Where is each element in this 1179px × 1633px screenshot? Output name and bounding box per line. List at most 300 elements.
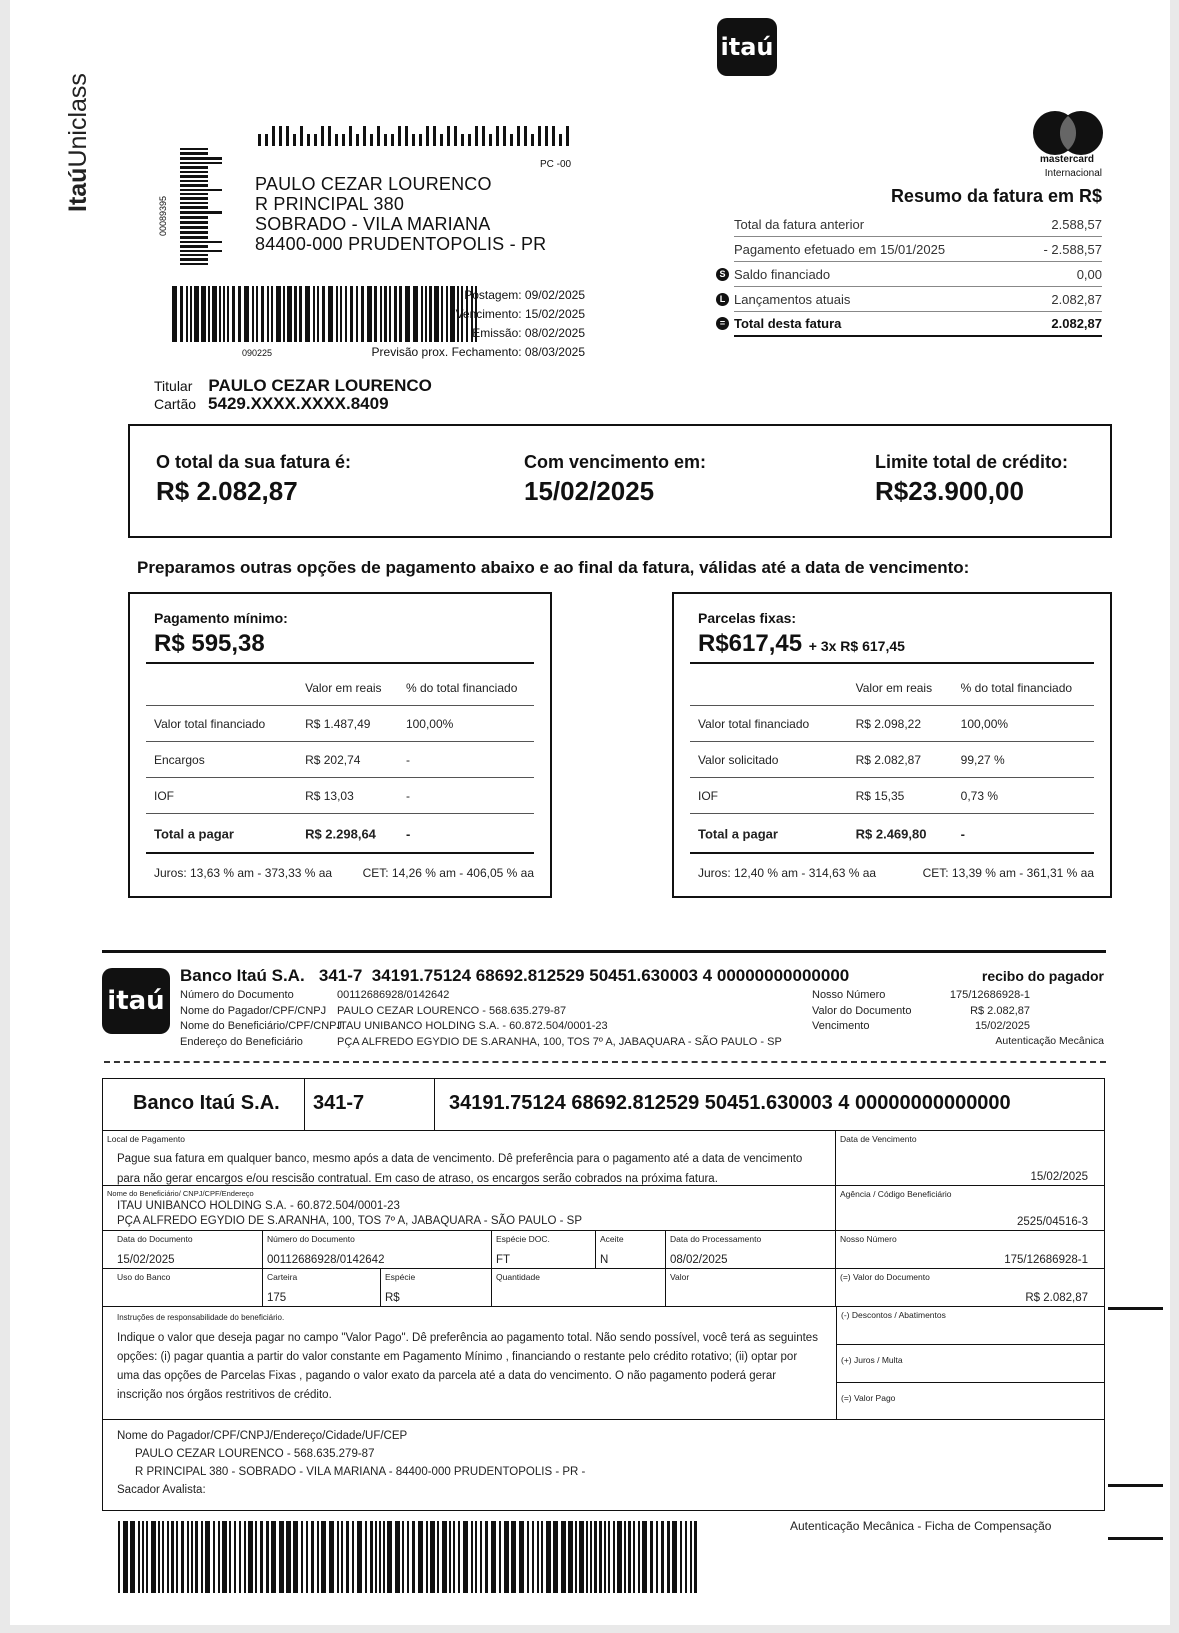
barcode-bar [350, 286, 353, 342]
margin-mark-2 [1108, 1484, 1163, 1487]
barcode-bar [553, 1521, 558, 1593]
barcode-bar [568, 1521, 573, 1593]
barcode-bar [377, 126, 380, 146]
barcode-bar [180, 241, 222, 243]
barcode-bar [346, 1521, 349, 1593]
barcode-bar [307, 134, 310, 146]
barcode-bar [294, 286, 297, 342]
barcode-bar [255, 1521, 257, 1593]
barcode-bar [624, 1521, 626, 1593]
fc-valor-pago: (=) Valor Pago [836, 1383, 1104, 1420]
option-cell: R$ 15,35 [855, 788, 905, 803]
fc-pagador: Nome do Pagador/CPF/CNPJ/Endereço/Cidade/UF/CEP PAULO CEZAR LOURENCO - 568.635.279-87 R PRINCIPAL 380 - SOBRADO - VILA MARIANA - 84400-000 PRUDENTOPOLIS - PR - Sacador Avalista: [117, 1430, 586, 1496]
barcode-bar [458, 1521, 460, 1593]
barcode-bar [405, 126, 408, 146]
barcode-bar [190, 286, 192, 342]
barcode-bar [337, 1521, 339, 1593]
option-cell: % do total financiado [405, 680, 518, 695]
barcode-bar [485, 1521, 488, 1593]
fc-data-processamento: Data do Processamento 08/02/2025 [666, 1231, 836, 1269]
barcode-bar [301, 1521, 303, 1593]
barcode-bar [180, 231, 208, 234]
barcode-bar [186, 286, 188, 342]
barcode-bar [142, 1521, 144, 1593]
fc-numero-documento: Número do Documento 00112686928/0142642 [263, 1231, 492, 1269]
barcode-bar [398, 126, 401, 146]
option-cell: Valor total financiado [698, 716, 810, 731]
barcode-bar [212, 286, 217, 342]
barcode-bar [299, 286, 302, 342]
option-cell: - [405, 752, 410, 767]
option-cell: 100,00% [405, 716, 454, 731]
summary-title: Resumo da fatura em R$ [890, 186, 1102, 206]
barcode-bar [667, 1521, 670, 1593]
barcode-bar [510, 134, 513, 146]
payment-options-heading: Preparamos outras opções de pagamento abaixo e ao final da fatura, válidas até a data de vencimento: [137, 558, 970, 577]
barcode-bar [180, 189, 222, 191]
option-cell: R$ 2.469,80 [855, 826, 927, 842]
barcode-bar [238, 286, 241, 342]
due-label: Com vencimento em: [524, 452, 707, 472]
barcode-bar [628, 1521, 631, 1593]
fix-title: Parcelas fixas: [698, 610, 797, 626]
barcode-bar [176, 1521, 178, 1593]
option-cell: Total a pagar [698, 826, 778, 842]
mail-code: PC -00 [540, 159, 572, 170]
barcode-bar [412, 134, 415, 146]
barcode-bar [559, 134, 562, 146]
barcode-bar [123, 1521, 128, 1593]
barcode-bar [286, 1521, 291, 1593]
barcode-bar [575, 1521, 577, 1593]
barcode-bar [527, 1521, 529, 1593]
barcode-bar [287, 286, 292, 342]
barcode-bar [375, 1521, 377, 1593]
barcode-bar [517, 126, 520, 146]
barcode-bar [146, 1521, 148, 1593]
summary-row-label: Total da fatura anterior [734, 216, 865, 232]
barcode-bar [180, 250, 222, 252]
barcode-bar [118, 1521, 120, 1593]
option-cell: R$ 2.082,87 [855, 752, 922, 767]
barcode-bar [151, 1521, 156, 1593]
barcode-bar [336, 286, 338, 342]
barcode-bar [180, 216, 208, 219]
fc-especie-doc: Espécie DOC. FT [492, 1231, 596, 1269]
barcode-bar [384, 134, 387, 146]
limit-label: Limite total de crédito: [875, 452, 1069, 472]
barcode-bar [365, 1521, 367, 1593]
option-row [146, 670, 534, 706]
barcode-bar [258, 134, 261, 146]
cut-line [104, 1061, 1106, 1063]
barcode-bar [171, 1521, 174, 1593]
barcode-bar [300, 126, 303, 146]
barcode-bar [260, 1521, 263, 1593]
barcode-bar [661, 1521, 664, 1593]
option-cell: R$ 2.098,22 [855, 716, 922, 731]
barcode-bar [227, 286, 229, 342]
receipt-labels: Número do Documento Nome do Pagador/CPF/CNPJ Nome do Beneficiário/CPF/CNPJ Endereço do Beneficiário [180, 989, 343, 1048]
barcode-bar [545, 126, 548, 146]
barcode-bar [685, 1521, 687, 1593]
barcode-bar [180, 157, 222, 160]
barcode-bar [672, 1521, 677, 1593]
barcode-bar [222, 1521, 227, 1593]
barcode-bar [256, 286, 258, 342]
due-value: 15/02/2025 [524, 476, 655, 506]
barcode-bar [412, 1521, 415, 1593]
option-row [690, 670, 1094, 706]
barcode-bar [638, 1521, 640, 1593]
option-cell: - [405, 788, 410, 803]
barcode-bar [656, 1521, 658, 1593]
barcode-bar [252, 286, 254, 342]
barcode-bar [519, 1521, 524, 1593]
barcode-bar [271, 1521, 276, 1593]
fc-valor: Valor [666, 1269, 836, 1307]
barcode-bar [219, 286, 221, 342]
margin-mark-1 [1108, 1307, 1163, 1310]
barcode-bar [265, 134, 268, 146]
barcode-bar [433, 126, 436, 146]
fc-descontos: (-) Descontos / Abatimentos [836, 1307, 1104, 1345]
summary-row-label: Pagamento efetuado em 15/01/2025 [734, 241, 946, 257]
barcode-bar [322, 286, 325, 342]
barcode-bar [306, 1521, 308, 1593]
barcode-bar [195, 1521, 198, 1593]
option-cell: - [960, 826, 966, 842]
barcode-bar [234, 1521, 236, 1593]
barcode-bar [271, 286, 273, 342]
internacional-label: Internacional [1044, 168, 1102, 179]
cet-text: CET: 13,39 % am - 361,31 % aa [922, 866, 1094, 880]
barcode-bar [293, 1521, 298, 1593]
barcode-bar [305, 286, 310, 342]
barcode-bar [642, 1521, 647, 1593]
barcode-bar [680, 1521, 682, 1593]
totals-box [128, 424, 1112, 538]
min-value: R$ 595,38 [154, 630, 265, 657]
barcode-bar [130, 1521, 135, 1593]
barcode-bar [276, 286, 281, 342]
barcode-bar [180, 226, 208, 229]
side-brand: ItaúUniclass [64, 73, 92, 212]
summary-row [719, 287, 1102, 312]
holder-info: Titular PAULO CEZAR LOURENCO Cartão 5429.XXXX.XXXX.8409 [154, 376, 432, 413]
barcode-bar [194, 286, 199, 342]
barcode-bar [471, 1521, 473, 1593]
barcode-bar [180, 162, 222, 164]
barcode-bar [407, 1521, 409, 1593]
barcode-bar [180, 221, 208, 224]
barcode-bar [180, 206, 208, 209]
barcode-bar [341, 1521, 343, 1593]
option-top-rule [146, 662, 534, 664]
margin-mark-3 [1108, 1537, 1163, 1540]
barcode-bar [279, 1521, 284, 1593]
barcode-bar [205, 1521, 210, 1593]
barcode-bar [504, 1521, 509, 1593]
barcode-bar [387, 1521, 392, 1593]
barcode-bar [418, 1521, 423, 1593]
option-row [690, 742, 1094, 778]
barcode-bar [180, 171, 208, 173]
barcode-bar [633, 1521, 635, 1593]
option-cell: Encargos [154, 752, 205, 767]
fc-especie: Espécie R$ [381, 1269, 492, 1307]
fc-uso-banco: Uso do Banco [103, 1269, 263, 1307]
barcode-bar [321, 126, 324, 146]
fc-digitable-line: 34191.75124 68692.812529 50451.630003 4 00000000000000 [435, 1079, 1104, 1131]
barcode-bar [267, 286, 269, 342]
invoice-dates: Postagem: 09/02/2025 Vencimento: 15/02/2025 Emissão: 08/02/2025 Previsão prox. Fechamento: 08/03/2025 [371, 288, 585, 359]
option-row [146, 706, 534, 742]
juros-text: Juros: 12,40 % am - 314,63 % aa [698, 866, 877, 880]
barcode-bar [180, 148, 208, 150]
barcode-bar [279, 126, 282, 146]
barcode-bar [293, 134, 296, 146]
barcode-bar [180, 193, 208, 195]
barcode-bar [158, 1521, 160, 1593]
min-title: Pagamento mínimo: [154, 610, 288, 626]
compensation-slip [102, 1078, 1105, 1511]
summary-row-value: 0,00 [1076, 266, 1102, 282]
option-row [690, 778, 1094, 814]
barcode-bar [181, 1521, 184, 1593]
barcode-bar [248, 1521, 253, 1593]
receipt-autenticacao: Autenticação Mecânica [995, 1035, 1104, 1047]
invoice-sheet [10, 0, 1170, 1625]
summary-row [719, 312, 1102, 337]
barcode-bar [546, 1521, 551, 1593]
barcode-bar [342, 134, 345, 146]
barcode-bar [180, 286, 183, 342]
barcode-bar [590, 1521, 592, 1593]
barcode-bar [426, 1521, 428, 1593]
barcode-bar [579, 1521, 584, 1593]
barcode-bar [167, 1521, 169, 1593]
barcode-bar [361, 286, 364, 342]
summary-row [719, 262, 1102, 287]
barcode-bar [180, 166, 208, 169]
barcode-bar [430, 1521, 435, 1593]
vertical-barcode [180, 148, 222, 264]
barcode-bar [468, 134, 471, 146]
barcode-bar [419, 134, 422, 146]
barcode-bar [363, 126, 366, 146]
mastercard-icon [1030, 110, 1106, 156]
barcode-bar [447, 126, 450, 146]
option-rates [698, 866, 1094, 880]
fixed-installments-box [672, 592, 1112, 898]
summary-row-value: - 2.588,57 [1043, 241, 1102, 257]
barcode-bar [191, 1521, 193, 1593]
option-cell: R$ 1.487,49 [305, 716, 371, 731]
barcode-bar [356, 286, 358, 342]
barcode-bar [172, 286, 177, 342]
barcode-bar [541, 1521, 543, 1593]
barcode-bar [449, 1521, 451, 1593]
barcode-bar [650, 1521, 653, 1593]
minimum-payment-box [128, 592, 552, 898]
option-cell: 0,73 % [960, 788, 999, 803]
fc-juros-multa: (+) Juros / Multa [836, 1345, 1104, 1383]
juros-text: Juros: 13,63 % am - 373,33 % aa [154, 866, 333, 880]
barcode-bar [180, 236, 208, 239]
barcode-side-number: 00089395 [158, 195, 168, 236]
barcode-bar [440, 134, 443, 146]
barcode-bar [345, 286, 347, 342]
barcode-bar [340, 286, 342, 342]
barcode-bar [437, 1521, 439, 1593]
barcode-bar [453, 1521, 455, 1593]
option-rates [154, 866, 534, 880]
barcode-bar [180, 263, 208, 265]
summary-row-label: Saldo financiado [734, 266, 831, 282]
barcode-bar [187, 1521, 189, 1593]
barcode-bar [531, 134, 534, 146]
itau-logo: itaú [717, 18, 777, 76]
fc-carteira: Carteira 175 [263, 1269, 381, 1307]
barcode-bar [566, 126, 569, 146]
barcode-bar [395, 1521, 400, 1593]
barcode-bar [599, 1521, 602, 1593]
option-cell: - [405, 826, 411, 842]
option-cell: % do total financiado [960, 680, 1073, 695]
barcode-bar [180, 175, 208, 178]
barcode-bar [391, 134, 394, 146]
option-cell: IOF [154, 788, 174, 803]
barcode-bar [491, 1521, 496, 1593]
itau-logo-receipt: itaú [102, 968, 170, 1034]
barcode-bar [180, 211, 222, 214]
summary-equals-icon: = [716, 317, 729, 330]
barcode-bar [208, 286, 210, 342]
fix-value: R$617,45 + 3x R$ 617,45 [698, 630, 905, 657]
barcode-bar [180, 202, 208, 204]
option-cell: R$ 13,03 [305, 788, 354, 803]
barcode-bar [201, 286, 206, 342]
option-cell: R$ 202,74 [305, 752, 361, 767]
barcode-bar [475, 126, 478, 146]
barcode-bar [180, 152, 208, 155]
receipt-right-labels: Nosso Número Valor do Documento Vencimento [812, 989, 912, 1032]
fc-agencia: Agência / Código Beneficiário 2525/04516-3 [836, 1186, 1104, 1231]
option-row [690, 706, 1094, 742]
barcode-bar [218, 1521, 220, 1593]
receipt-divider [102, 950, 1106, 953]
summary-row-value: 2.588,57 [1051, 216, 1102, 232]
receipt-title: recibo do pagador [981, 968, 1104, 984]
barcode-bar [266, 1521, 269, 1593]
barcode-bar [313, 286, 315, 342]
barcode-bar [180, 197, 208, 200]
barcode-bar [261, 286, 264, 342]
barcode-bar [524, 126, 527, 146]
mastercard-label: mastercard [1040, 154, 1094, 165]
barcode-bar [561, 1521, 566, 1593]
postal-barcode [258, 126, 570, 146]
barcode-bar [314, 134, 317, 146]
receipt-right-values: 175/12686928-1 R$ 2.082,87 15/02/2025 [949, 989, 1030, 1032]
barcode-bar [370, 134, 373, 146]
option-cell: Valor solicitado [698, 752, 779, 767]
mailing-address: PAULO CEZAR LOURENCO R PRINCIPAL 380 SOBRADO - VILA MARIANA 84400-000 PRUDENTOPOLIS - PR [255, 174, 547, 254]
barcode-bar [138, 1521, 140, 1593]
option-cell: Valor em reais [305, 680, 382, 695]
barcode-bar [180, 245, 208, 248]
barcode-bar [552, 126, 555, 146]
barcode-bar [503, 126, 506, 146]
summary-row-label: Total desta fatura [734, 316, 842, 331]
barcode-bar [229, 1521, 231, 1593]
barcode-bar [463, 1521, 468, 1593]
barcode-bar [201, 1521, 203, 1593]
barcode-bar [244, 1521, 246, 1593]
summary-row-value: 2.082,87 [1051, 316, 1102, 331]
barcode-bar [454, 126, 457, 146]
barcode-bar [426, 126, 429, 146]
total-value: R$ 2.082,87 [156, 476, 298, 506]
fc-valor-documento: (=) Valor do Documento R$ 2.082,87 [836, 1269, 1104, 1307]
barcode-bar [402, 1521, 404, 1593]
barcode-bar [328, 126, 331, 146]
barcode-bar [329, 1521, 334, 1593]
fc-instrucoes: Instruções de responsabilidade do beneficiário. Indique o valor que deseja pagar no campo "Valor Pago". Dê preferência ao pagamento total. Não sendo possível, você terá as seguintes opções: (i) pagar quantia a partir do valor constante em Pagamento Mínimo , financiando o restante pelo crédito rotativo; (ii) optar por uma das opções de Parcelas Fixas , pagando o valor exato da parcela até a data do vencimento. O não pagamento poderá gerar inscrição nos órgãos restritivos de crédito. [103, 1307, 836, 1420]
option-row [146, 816, 534, 854]
barcode-bar [213, 1521, 215, 1593]
option-top-rule [690, 662, 1094, 664]
fc-beneficiario: Nome do Beneficiário/ CNPJ/CPF/Endereço ITAU UNIBANCO HOLDING S.A. - 60.872.504/0001-23 PÇA ALFREDO EGYDIO DE S.ARANHA, 100, TOS 7º A, JABAQUARA - SÃO PAULO - SP [103, 1186, 836, 1231]
barcode-bar [379, 1521, 381, 1593]
fc-nosso-numero: Nosso Número 175/12686928-1 [836, 1231, 1104, 1269]
fc-quantidade: Quantidade [492, 1269, 666, 1307]
fc-data-documento: Data do Documento 15/02/2025 [103, 1231, 263, 1269]
barcode-bar [162, 1521, 164, 1593]
barcode-bar [180, 180, 208, 182]
option-cell: Valor total financiado [154, 716, 266, 731]
barcode-bar [349, 126, 352, 146]
total-label: O total da sua fatura é: [156, 452, 352, 472]
barcode-bar [283, 286, 285, 342]
barcode-bar [442, 1521, 447, 1593]
barcode-bar [352, 1521, 354, 1593]
barcode-bar [489, 134, 492, 146]
barcode-bar [613, 1521, 615, 1593]
barcode-bar [370, 1521, 373, 1593]
barcode-bar [356, 134, 359, 146]
barcode-bar [357, 1521, 362, 1593]
summary-s-icon: S [716, 268, 729, 281]
option-row [146, 778, 534, 814]
barcode-number: 090225 [242, 348, 273, 358]
barcode-bar [180, 184, 208, 187]
barcode-bar [317, 286, 319, 342]
barcode-bar [328, 286, 333, 342]
receipt-values: 00112686928/0142642 PAULO CEZAR LOURENCO - 568.635.279-87 ITAU UNIBANCO HOLDING S.A. - 60.872.504/0001-23 PÇA ALFREDO EGYDIO DE S.ARANHA, 100, TOS 7º A, JABAQUARA - SÃO PAULO - SP [337, 989, 782, 1048]
summary-row [734, 212, 1102, 237]
barcode-bar [594, 1521, 597, 1593]
limit-value: R$23.900,00 [875, 476, 1024, 506]
option-cell: R$ 2.298,64 [305, 826, 376, 842]
barcode-bar [180, 258, 208, 261]
summary-row [734, 237, 1102, 262]
barcode-bar [499, 1521, 501, 1593]
option-cell: Total a pagar [154, 826, 234, 842]
option-cell: 99,27 % [960, 752, 1005, 767]
barcode-bar [694, 1521, 697, 1593]
